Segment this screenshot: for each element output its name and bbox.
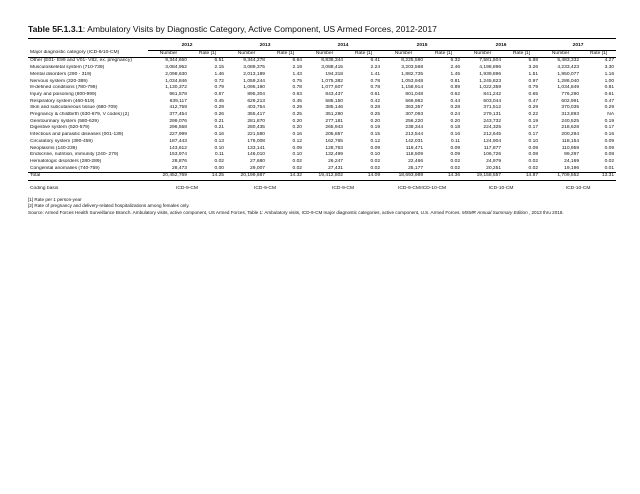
cell-value: 124,904: [483, 138, 502, 144]
cell-value: 0.02: [528, 158, 539, 164]
cell-value: 99,297: [564, 152, 580, 158]
cell-value: 602,991: [561, 98, 580, 104]
footnote: [1] Rate per 1 person-year: [28, 196, 82, 202]
table-row: [28, 146, 616, 153]
row-category: Digestive system (520-579): [30, 125, 90, 131]
cell-value: 117,877: [483, 145, 502, 151]
cell-value: 0.62: [450, 91, 461, 97]
cell-value: 841,242: [483, 91, 502, 97]
cell-value: 0.29: [214, 105, 225, 111]
cell-value: 153,974: [169, 152, 187, 158]
number-header: Number: [540, 50, 581, 58]
cell-value: 240,525: [561, 118, 580, 124]
cell-value: 412,759: [169, 105, 187, 111]
cell-value: 27,431: [328, 165, 344, 171]
cell-value: 296,558: [169, 125, 187, 131]
cell-value: 26,247: [328, 158, 344, 164]
row-category: Genitourinary system (580-629): [30, 118, 99, 124]
cell-value: 1,095,190: [243, 85, 266, 91]
row-category: Infectious and parasitic diseases (001-139): [30, 132, 124, 138]
row-category: Circulatory system (390-459): [30, 138, 93, 144]
cell-value: 0.42: [370, 98, 381, 104]
table-row: [28, 166, 616, 173]
cell-value: 313,893: [561, 112, 580, 118]
cell-value: 19,196: [564, 165, 580, 171]
cell-value: 19,412,802: [304, 173, 345, 181]
rate-header: Rate [1]: [425, 50, 462, 58]
coding-value: ICD-9-CM: [332, 186, 355, 192]
cell-value: 1,158,914: [401, 85, 424, 91]
cell-value: 0.47: [528, 98, 539, 104]
cell-value: 1,053,948: [401, 78, 424, 84]
cell-value: 0.16: [292, 132, 303, 138]
cell-value: 0.02: [450, 158, 461, 164]
row-category: Injury and poisoning (800-999): [30, 91, 97, 97]
coding-value: ICD-9-CM/ICD-10-CM: [398, 186, 447, 192]
cell-value: 133,141: [247, 145, 266, 151]
cell-value: 1.41: [370, 71, 381, 77]
source-tail: , 2013 thru 2018.: [527, 209, 564, 215]
cell-value: 585,150: [325, 98, 344, 104]
table-caption: : Ambulatory Visits by Diagnostic Category, Active Component, US Armed Forces, 2012-2017: [82, 24, 437, 34]
cell-value: 14.25: [189, 173, 226, 181]
cell-value: 0.12: [292, 138, 303, 144]
cell-value: 0.78: [370, 78, 381, 84]
cell-value: 1,022,359: [479, 85, 502, 91]
cell-value: 0.75: [292, 78, 303, 84]
cell-value: 0.00: [214, 165, 225, 171]
cell-value: 1.00: [604, 78, 615, 84]
cell-value: 28,473: [172, 165, 187, 171]
cell-value: 0.26: [214, 112, 225, 118]
cell-value: 20,251: [486, 165, 502, 171]
year-header: 2012: [148, 42, 226, 50]
cell-value: 132,499: [325, 152, 344, 158]
cell-value: 238,344: [405, 125, 424, 131]
cell-value: 28,876: [172, 158, 187, 164]
cell-value: 0.20: [292, 125, 303, 131]
cell-value: 243,732: [483, 118, 502, 124]
table-row: [28, 152, 616, 159]
cell-value: 8,836,344: [321, 58, 344, 64]
cell-value: 1,882,735: [401, 71, 424, 77]
cell-value: 19,158,557: [462, 173, 503, 181]
cell-value: 0.16: [604, 132, 615, 138]
cell-value: 20,199,687: [226, 173, 267, 181]
cell-value: 187,443: [169, 138, 187, 144]
row-category: Ill-defined conditions (780-799): [30, 85, 98, 91]
table-row: [28, 92, 616, 99]
cell-value: 0.08: [604, 152, 615, 158]
coding-value: ICD-10-CM: [488, 186, 514, 192]
cell-value: 200,294: [561, 132, 580, 138]
data-table: [28, 42, 616, 193]
cell-value: 0.20: [370, 118, 381, 124]
cell-value: 6.51: [214, 58, 225, 64]
coding-value: ICD-9-CM: [176, 186, 199, 192]
cell-value: 843,437: [325, 91, 344, 97]
cell-value: 227,999: [169, 132, 187, 138]
row-category: Skin and subcutaneous tissue (680-709): [30, 105, 118, 111]
cell-value: 2,013,189: [243, 71, 266, 77]
cell-value: 3,084,952: [165, 65, 187, 71]
cell-value: 27,680: [250, 158, 266, 164]
cell-value: 0.02: [292, 158, 303, 164]
cell-value: 895,304: [247, 91, 266, 97]
cell-value: 0.10: [370, 152, 381, 158]
cell-value: 0.81: [604, 85, 615, 91]
cell-value: 0.25: [292, 112, 303, 118]
cell-value: 128,763: [325, 145, 344, 151]
year-header: 2013: [226, 42, 304, 50]
source-publication: MSMR Annual Summary Edition: [461, 209, 528, 215]
year-header-row: [28, 42, 616, 50]
cell-value: 212,645: [483, 132, 502, 138]
cell-value: 1,077,607: [321, 85, 344, 91]
cell-value: 0.12: [370, 138, 381, 144]
cell-value: 0.81: [450, 78, 461, 84]
cell-value: 218,628: [561, 125, 580, 131]
cell-value: 110,959: [561, 145, 580, 151]
cell-value: 0.17: [528, 132, 539, 138]
cell-value: 176,008: [247, 138, 266, 144]
cell-value: 106,726: [483, 152, 502, 158]
cell-value: 162,765: [325, 138, 344, 144]
coding-label: Coding basis: [30, 186, 59, 192]
cell-value: 14.09: [345, 173, 382, 181]
cell-value: 0.19: [370, 125, 381, 131]
cell-value: 2.46: [450, 65, 461, 71]
cell-value: 351,280: [325, 112, 344, 118]
rate-header: Rate [1]: [345, 50, 382, 58]
cell-value: 0.19: [604, 118, 615, 124]
cell-value: 205,857: [325, 132, 344, 138]
cell-value: 22,466: [408, 158, 424, 164]
rate-header: Rate [1]: [267, 50, 304, 58]
row-category: Endocrine, nutrition, immunity (240- 279): [30, 152, 119, 158]
table-row: [28, 79, 616, 86]
cell-value: 0.02: [370, 158, 381, 164]
cell-value: 0.08: [528, 152, 539, 158]
category-header: Major diagnostic category (ICD-9/10-CM): [28, 50, 148, 58]
cell-value: 0.09: [450, 152, 461, 158]
cell-value: 1.43: [292, 71, 303, 77]
cell-value: 0.20: [292, 118, 303, 124]
cell-value: 0.09: [292, 145, 303, 151]
row-category: Nervous system (320-389): [30, 78, 88, 84]
cell-value: 194,318: [325, 71, 344, 77]
cell-value: 801,048: [405, 91, 424, 97]
cell-value: 7,581,504: [479, 58, 502, 64]
cell-value: 403,754: [247, 105, 266, 111]
cell-value: 224,325: [483, 125, 502, 131]
cell-value: 363,357: [405, 105, 424, 111]
cell-value: 0.16: [214, 132, 225, 138]
cell-value: 2.19: [292, 65, 303, 71]
cell-value: 3,203,568: [401, 65, 424, 71]
table-row: [28, 65, 616, 72]
cell-value: 1,130,372: [165, 85, 187, 91]
table-row: [28, 58, 616, 65]
coding-value: ICD-9-CM: [254, 186, 277, 192]
cell-value: 3.26: [528, 65, 539, 71]
cell-value: 6.41: [370, 58, 381, 64]
row-category: Neoplasms (140-239): [30, 145, 78, 151]
cell-value: 0.44: [450, 98, 461, 104]
cell-value: 566,962: [405, 98, 424, 104]
cell-value: 299,076: [169, 118, 187, 124]
cell-value: 29,007: [250, 165, 266, 171]
row-category: Musculoskeletal system (710-739): [30, 65, 105, 71]
cell-value: 0.78: [292, 85, 303, 91]
cell-value: 0.47: [604, 98, 615, 104]
cell-value: 0.67: [214, 91, 225, 97]
cell-value: 0.11: [214, 152, 225, 158]
table-body: [28, 58, 616, 173]
table-notes: [28, 197, 616, 217]
cell-value: 280,435: [247, 125, 266, 131]
cell-value: 0.28: [450, 105, 461, 111]
cell-value: 118,154: [561, 138, 580, 144]
cell-value: 1.51: [528, 71, 539, 77]
cell-value: 355,417: [247, 112, 266, 118]
cell-value: 0.65: [528, 91, 539, 97]
cell-value: 1,939,896: [479, 71, 502, 77]
cell-value: 0.13: [214, 138, 225, 144]
cell-value: 14.36: [425, 173, 462, 181]
table-row: [28, 132, 616, 139]
cell-value: 0.89: [450, 85, 461, 91]
cell-value: 2,098,630: [165, 71, 187, 77]
number-header: Number: [382, 50, 425, 58]
cell-value: 0.17: [604, 125, 615, 131]
cell-value: 0.72: [214, 78, 225, 84]
total-label: Total: [28, 173, 148, 181]
source-text: Source: Armed Forces Health Surveillance Branch. Ambulatory visits, active component, US Armed Forces, Table 1: Ambulatory visits, ICD-9-CM major diagnostic categories, active component, U.S. Armed Forces.: [28, 209, 462, 215]
cell-value: 603,044: [483, 98, 502, 104]
total-row: [28, 173, 616, 181]
cell-value: 24,169: [564, 158, 580, 164]
cell-value: 9,344,650: [165, 58, 187, 64]
cell-value: 2.15: [214, 65, 225, 71]
cell-value: 3,088,415: [321, 65, 344, 71]
cell-value: 0.79: [214, 85, 225, 91]
coding-value: ICD-10-CM: [565, 186, 591, 192]
cell-value: 0.78: [370, 85, 381, 91]
cell-value: 1,059,244: [243, 78, 266, 84]
cell-value: 385,146: [325, 105, 344, 111]
cell-value: 142,031: [405, 138, 424, 144]
cell-value: 0.09: [528, 145, 539, 151]
rate-header: Rate [1]: [189, 50, 226, 58]
cell-value: 1.46: [214, 71, 225, 77]
table-row: [28, 159, 616, 166]
cell-value: 0.79: [528, 85, 539, 91]
cell-value: 265,943: [325, 125, 344, 131]
cell-value: 118,509: [405, 152, 424, 158]
cell-value: 13.31: [581, 173, 616, 181]
year-header: 2017: [540, 42, 616, 50]
table-row: [28, 105, 616, 112]
row-category: Respiratory system (460-519): [30, 98, 95, 104]
cell-value: 277,181: [325, 118, 344, 124]
cell-value: 371,512: [483, 105, 502, 111]
cell-value: 143,612: [169, 145, 187, 151]
cell-value: 279,131: [483, 112, 502, 118]
cell-value: 0.29: [528, 105, 539, 111]
cell-value: 0.09: [604, 145, 615, 151]
source-note: [28, 210, 616, 217]
cell-value: 4,198,896: [479, 65, 502, 71]
cell-value: 0.28: [370, 105, 381, 111]
cell-value: 0.21: [214, 118, 225, 124]
cell-value: 9,344,278: [243, 58, 266, 64]
year-header: 2015: [382, 42, 462, 50]
cell-value: 5,483,332: [557, 58, 580, 64]
cell-value: 1,075,382: [321, 78, 344, 84]
cell-value: 0.09: [450, 145, 461, 151]
cell-value: 4.27: [604, 58, 615, 64]
cell-value: 0.22: [528, 112, 539, 118]
coding-basis-row: [28, 186, 616, 193]
cell-value: 0.29: [604, 105, 615, 111]
cell-value: 370,035: [561, 105, 580, 111]
cell-value: 4,233,423: [557, 65, 580, 71]
cell-value: 0.02: [214, 158, 225, 164]
cell-value: 0.02: [450, 165, 461, 171]
table-row: [28, 72, 616, 79]
cell-value: 3,089,375: [243, 65, 266, 71]
cell-value: 0.20: [450, 118, 461, 124]
cell-value: 0.61: [370, 91, 381, 97]
cell-value: 1,034,849: [557, 85, 580, 91]
cell-value: 1.45: [450, 71, 461, 77]
cell-value: 0.45: [214, 98, 225, 104]
cell-value: 1,709,552: [540, 173, 581, 181]
cell-value: 25,177: [408, 165, 424, 171]
cell-value: 1,034,846: [165, 78, 187, 84]
table-title: [28, 24, 616, 39]
cell-value: 1,286,040: [557, 78, 580, 84]
column-header-row: [28, 50, 616, 58]
cell-value: 0.02: [604, 158, 615, 164]
cell-value: 639,117: [169, 98, 187, 104]
row-category: Other (E01- E99 and V01- V82, ex. pregnancy): [30, 58, 132, 64]
cell-value: 0.18: [450, 125, 461, 131]
row-category: Pregnancy & childbirth (630-679, V codes) [2]: [30, 112, 129, 118]
number-header: Number: [148, 50, 189, 58]
cell-value: 213,544: [405, 132, 424, 138]
cell-value: 776,290: [561, 91, 580, 97]
cell-value: 24,979: [486, 158, 502, 164]
cell-value: 2.24: [370, 65, 381, 71]
row-category: Hematologic disorders (280-289): [30, 158, 102, 164]
cell-value: 0.16: [450, 132, 461, 138]
footnote: [2] Rate of pregnancy and delivery-related hospitalizations among females only.: [28, 203, 190, 209]
cell-value: 0.10: [528, 138, 539, 144]
cell-value: 0.01: [604, 165, 615, 171]
number-header: Number: [226, 50, 267, 58]
cell-value: 0.63: [292, 91, 303, 97]
table-number: Table 5F.1.3.1: [28, 24, 83, 34]
cell-value: 0.02: [370, 165, 381, 171]
cell-value: 0.15: [370, 132, 381, 138]
cell-value: 14.87: [503, 173, 540, 181]
cell-value: 5.88: [528, 58, 539, 64]
cell-value: 1,245,823: [479, 78, 502, 84]
cell-value: 1,950,077: [557, 71, 580, 77]
rate-header: Rate [1]: [581, 50, 616, 58]
cell-value: 20,452,769: [148, 173, 189, 181]
cell-value: 0.02: [292, 165, 303, 171]
cell-value: 629,213: [247, 98, 266, 104]
cell-value: 6.32: [450, 58, 461, 64]
rate-header: Rate [1]: [503, 50, 540, 58]
row-category: Mental disorders (290 - 319): [30, 71, 92, 77]
cell-value: 0.45: [292, 98, 303, 104]
cell-value: 221,580: [247, 132, 266, 138]
cell-value: 1.16: [604, 71, 615, 77]
cell-value: 0.09: [370, 145, 381, 151]
table-row: [28, 85, 616, 92]
cell-value: 377,454: [169, 112, 187, 118]
cell-value: 0.21: [214, 125, 225, 131]
table-row: [28, 112, 616, 119]
table-row: [28, 139, 616, 146]
cell-value: 18,693,989: [382, 173, 425, 181]
year-header: 2016: [462, 42, 540, 50]
table-row: [28, 125, 616, 132]
cell-value: 0.10: [292, 152, 303, 158]
cell-value: 307,093: [405, 112, 424, 118]
cell-value: 281,870: [247, 118, 266, 124]
cell-value: 0.25: [370, 112, 381, 118]
number-header: Number: [462, 50, 503, 58]
cell-value: 146,010: [247, 152, 266, 158]
cell-value: 3.30: [604, 65, 615, 71]
year-header: 2014: [304, 42, 382, 50]
cell-value: 0.61: [604, 91, 615, 97]
cell-value: 118,471: [405, 145, 424, 151]
cell-value: 0.10: [214, 145, 225, 151]
cell-value: 961,578: [169, 91, 187, 97]
cell-value: 0.17: [528, 125, 539, 131]
table-document: [28, 24, 616, 217]
number-header: Number: [304, 50, 345, 58]
cell-value: 0.09: [604, 138, 615, 144]
cell-value: 14.32: [267, 173, 304, 181]
cell-value: 0.11: [450, 138, 461, 144]
row-category: Congenital anomalies (740-759): [30, 165, 100, 171]
cell-value: NA: [607, 112, 615, 118]
cell-value: 0.29: [292, 105, 303, 111]
cell-value: 0.97: [528, 78, 539, 84]
cell-value: 0.02: [528, 165, 539, 171]
cell-value: 256,220: [405, 118, 424, 124]
table-row: [28, 119, 616, 126]
cell-value: 0.24: [450, 112, 461, 118]
table-row: [28, 99, 616, 106]
cell-value: 0.19: [528, 118, 539, 124]
cell-value: 8,225,580: [401, 58, 424, 64]
cell-value: 6.64: [292, 58, 303, 64]
